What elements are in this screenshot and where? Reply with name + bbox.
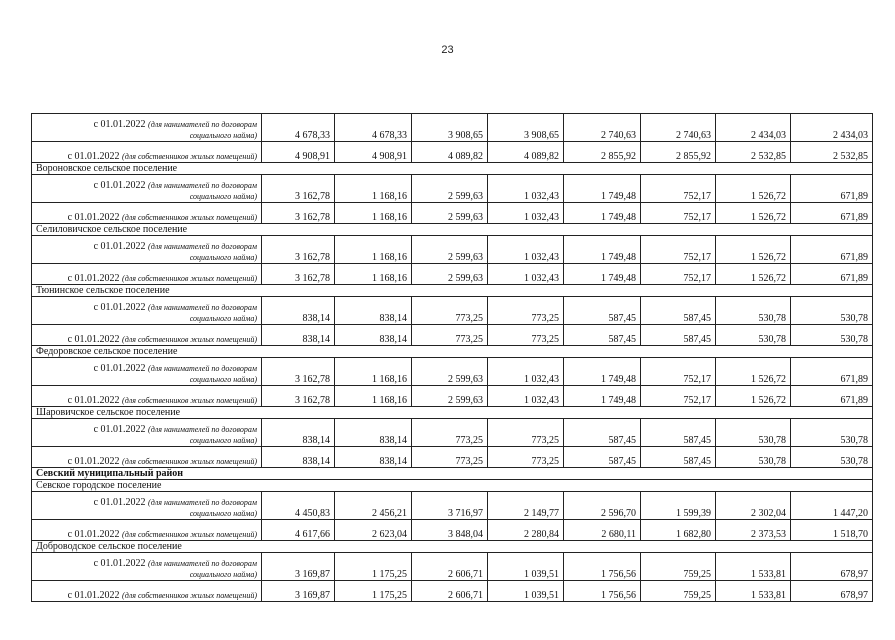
row-label <box>32 447 262 468</box>
row-note: (для собственников жилых помещений) <box>122 591 257 600</box>
value-cell: 2 599,63 <box>412 358 488 386</box>
settlement-heading-row <box>32 407 873 419</box>
table-row <box>32 520 873 541</box>
value-cell: 838,14 <box>335 325 412 346</box>
value-cell: 3 908,65 <box>488 114 564 142</box>
value-cell: 759,25 <box>641 553 716 581</box>
value-cell: 4 617,66 <box>262 520 335 541</box>
row-label <box>32 175 262 203</box>
page-number: 23 <box>441 44 454 56</box>
value-cell: 2 456,21 <box>335 492 412 520</box>
value-cell: 530,78 <box>716 447 791 468</box>
label-line-2 <box>36 191 257 202</box>
value-cell: 3 162,78 <box>262 236 335 264</box>
settlement-heading-row <box>32 541 873 553</box>
value-cell: 1 168,16 <box>335 264 412 285</box>
row-note-cont: социального найма) <box>189 131 257 140</box>
value-cell: 2 599,63 <box>412 175 488 203</box>
row-date: с 01.01.2022 <box>93 180 146 191</box>
value-cell: 1 526,72 <box>716 175 791 203</box>
table-row <box>32 236 873 264</box>
settlement-heading-row <box>32 480 873 492</box>
row-note: (для нанимателей по договорам <box>148 303 257 312</box>
value-cell: 530,78 <box>716 297 791 325</box>
label-line-1 <box>36 424 257 435</box>
tariff-table <box>31 113 873 602</box>
value-cell: 773,25 <box>412 419 488 447</box>
value-cell: 3 162,78 <box>262 386 335 407</box>
value-cell: 3 716,97 <box>412 492 488 520</box>
settlement-heading-row <box>32 224 873 236</box>
label-line-1 <box>36 497 257 508</box>
value-cell: 773,25 <box>412 447 488 468</box>
label-line-1 <box>36 241 257 252</box>
value-cell: 773,25 <box>488 297 564 325</box>
value-cell: 752,17 <box>641 236 716 264</box>
row-note: (для нанимателей по договорам <box>148 120 257 129</box>
value-cell: 2 855,92 <box>641 142 716 163</box>
value-cell: 3 162,78 <box>262 203 335 224</box>
value-cell: 671,89 <box>791 236 873 264</box>
value-cell: 1 749,48 <box>564 175 641 203</box>
table-row <box>32 553 873 581</box>
value-cell: 678,97 <box>791 553 873 581</box>
value-cell: 2 606,71 <box>412 581 488 602</box>
table-row <box>32 447 873 468</box>
settlement-heading: Тюнинское сельское поселение <box>32 285 873 297</box>
table-row <box>32 114 873 142</box>
value-cell: 3 169,87 <box>262 553 335 581</box>
value-cell: 838,14 <box>262 447 335 468</box>
label-line-2 <box>36 252 257 263</box>
value-cell: 4 089,82 <box>488 142 564 163</box>
row-label <box>32 297 262 325</box>
value-cell: 1 175,25 <box>335 581 412 602</box>
row-label <box>32 419 262 447</box>
value-cell: 1 756,56 <box>564 581 641 602</box>
value-cell: 2 434,03 <box>791 114 873 142</box>
row-label <box>32 236 262 264</box>
value-cell: 2 606,71 <box>412 553 488 581</box>
value-cell: 671,89 <box>791 358 873 386</box>
row-date: с 01.01.2022 <box>67 273 120 284</box>
value-cell: 2 532,85 <box>716 142 791 163</box>
row-label <box>32 581 262 602</box>
row-note: (для нанимателей по договорам <box>148 181 257 190</box>
value-cell: 530,78 <box>791 447 873 468</box>
value-cell: 2 434,03 <box>716 114 791 142</box>
row-date: с 01.01.2022 <box>93 497 146 508</box>
value-cell: 4 678,33 <box>262 114 335 142</box>
value-cell: 587,45 <box>564 297 641 325</box>
row-date: с 01.01.2022 <box>93 424 146 435</box>
value-cell: 752,17 <box>641 264 716 285</box>
value-cell: 1 599,39 <box>641 492 716 520</box>
value-cell: 2 680,11 <box>564 520 641 541</box>
value-cell: 1 749,48 <box>564 264 641 285</box>
row-note: (для нанимателей по договорам <box>148 364 257 373</box>
label-line-2 <box>36 374 257 385</box>
value-cell: 530,78 <box>791 297 873 325</box>
label-line-2 <box>36 130 257 141</box>
value-cell: 838,14 <box>335 419 412 447</box>
value-cell: 1 175,25 <box>335 553 412 581</box>
value-cell: 1 749,48 <box>564 386 641 407</box>
value-cell: 678,97 <box>791 581 873 602</box>
settlement-heading: Шаровичское сельское поселение <box>32 407 873 419</box>
value-cell: 1 749,48 <box>564 236 641 264</box>
label-line-1 <box>36 558 257 569</box>
district-heading-row <box>32 468 873 480</box>
row-label <box>32 386 262 407</box>
row-label <box>32 142 262 163</box>
tariff-table-body <box>32 114 873 602</box>
row-note: (для собственников жилых помещений) <box>122 152 257 161</box>
value-cell: 2 740,63 <box>564 114 641 142</box>
label-line-2 <box>36 508 257 519</box>
value-cell: 1 533,81 <box>716 581 791 602</box>
value-cell: 752,17 <box>641 175 716 203</box>
value-cell: 1 749,48 <box>564 358 641 386</box>
table-row <box>32 264 873 285</box>
value-cell: 1 168,16 <box>335 175 412 203</box>
row-note: (для нанимателей по договорам <box>148 425 257 434</box>
value-cell: 1 168,16 <box>335 386 412 407</box>
row-note-cont: социального найма) <box>189 375 257 384</box>
value-cell: 671,89 <box>791 386 873 407</box>
value-cell: 530,78 <box>716 419 791 447</box>
settlement-heading-row <box>32 163 873 175</box>
label-line-1 <box>36 363 257 374</box>
value-cell: 2 740,63 <box>641 114 716 142</box>
row-note-cont: социального найма) <box>189 509 257 518</box>
row-label <box>32 203 262 224</box>
value-cell: 773,25 <box>488 325 564 346</box>
value-cell: 1 749,48 <box>564 203 641 224</box>
value-cell: 1 518,70 <box>791 520 873 541</box>
value-cell: 587,45 <box>564 419 641 447</box>
value-cell: 838,14 <box>262 419 335 447</box>
row-date: с 01.01.2022 <box>67 456 120 467</box>
value-cell: 1 039,51 <box>488 581 564 602</box>
row-note: (для нанимателей по договорам <box>148 498 257 507</box>
value-cell: 587,45 <box>641 297 716 325</box>
row-note: (для собственников жилых помещений) <box>122 213 257 222</box>
value-cell: 4 908,91 <box>335 142 412 163</box>
label-line-2 <box>36 435 257 446</box>
value-cell: 4 678,33 <box>335 114 412 142</box>
value-cell: 1 168,16 <box>335 236 412 264</box>
settlement-heading-row <box>32 285 873 297</box>
value-cell: 587,45 <box>564 325 641 346</box>
value-cell: 4 908,91 <box>262 142 335 163</box>
table-row <box>32 175 873 203</box>
value-cell: 2 599,63 <box>412 203 488 224</box>
row-date: с 01.01.2022 <box>67 590 120 601</box>
value-cell: 2 280,84 <box>488 520 564 541</box>
value-cell: 1 039,51 <box>488 553 564 581</box>
value-cell: 4 089,82 <box>412 142 488 163</box>
value-cell: 1 032,43 <box>488 203 564 224</box>
value-cell: 1 756,56 <box>564 553 641 581</box>
row-note: (для собственников жилых помещений) <box>122 274 257 283</box>
row-date: с 01.01.2022 <box>67 212 120 223</box>
row-date: с 01.01.2022 <box>67 395 120 406</box>
value-cell: 3 908,65 <box>412 114 488 142</box>
value-cell: 1 526,72 <box>716 236 791 264</box>
row-date: с 01.01.2022 <box>67 334 120 345</box>
label-line-1 <box>36 180 257 191</box>
value-cell: 2 596,70 <box>564 492 641 520</box>
value-cell: 1 032,43 <box>488 264 564 285</box>
row-date: с 01.01.2022 <box>93 119 146 130</box>
row-date: с 01.01.2022 <box>93 363 146 374</box>
value-cell: 4 450,83 <box>262 492 335 520</box>
row-label <box>32 520 262 541</box>
value-cell: 1 533,81 <box>716 553 791 581</box>
row-note-cont: социального найма) <box>189 253 257 262</box>
row-label <box>32 358 262 386</box>
value-cell: 752,17 <box>641 386 716 407</box>
value-cell: 752,17 <box>641 203 716 224</box>
value-cell: 838,14 <box>335 447 412 468</box>
table-row <box>32 297 873 325</box>
row-note: (для собственников жилых помещений) <box>122 457 257 466</box>
label-line-2 <box>36 569 257 580</box>
value-cell: 1 168,16 <box>335 203 412 224</box>
value-cell: 2 302,04 <box>716 492 791 520</box>
label-line-1 <box>36 302 257 313</box>
value-cell: 1 526,72 <box>716 264 791 285</box>
table-row <box>32 492 873 520</box>
value-cell: 838,14 <box>262 297 335 325</box>
value-cell: 587,45 <box>641 419 716 447</box>
row-label <box>32 264 262 285</box>
row-note: (для собственников жилых помещений) <box>122 530 257 539</box>
value-cell: 2 373,53 <box>716 520 791 541</box>
settlement-heading: Федоровское сельское поселение <box>32 346 873 358</box>
value-cell: 773,25 <box>412 325 488 346</box>
settlement-heading: Доброводское сельское поселение <box>32 541 873 553</box>
settlement-heading: Севское городское поселение <box>32 480 873 492</box>
value-cell: 530,78 <box>716 325 791 346</box>
row-date: с 01.01.2022 <box>67 151 120 162</box>
row-date: с 01.01.2022 <box>93 558 146 569</box>
value-cell: 773,25 <box>412 297 488 325</box>
row-note: (для нанимателей по договорам <box>148 242 257 251</box>
value-cell: 587,45 <box>641 325 716 346</box>
value-cell: 2 599,63 <box>412 386 488 407</box>
value-cell: 671,89 <box>791 264 873 285</box>
value-cell: 530,78 <box>791 325 873 346</box>
value-cell: 671,89 <box>791 175 873 203</box>
row-label <box>32 325 262 346</box>
row-date: с 01.01.2022 <box>93 302 146 313</box>
value-cell: 773,25 <box>488 447 564 468</box>
row-label <box>32 492 262 520</box>
value-cell: 1 168,16 <box>335 358 412 386</box>
value-cell: 1 682,80 <box>641 520 716 541</box>
row-note: (для собственников жилых помещений) <box>122 396 257 405</box>
value-cell: 587,45 <box>641 447 716 468</box>
value-cell: 1 032,43 <box>488 236 564 264</box>
table-row <box>32 142 873 163</box>
value-cell: 3 169,87 <box>262 581 335 602</box>
row-note: (для собственников жилых помещений) <box>122 335 257 344</box>
value-cell: 838,14 <box>262 325 335 346</box>
value-cell: 2 149,77 <box>488 492 564 520</box>
value-cell: 2 599,63 <box>412 264 488 285</box>
row-label <box>32 553 262 581</box>
value-cell: 1 032,43 <box>488 175 564 203</box>
row-note-cont: социального найма) <box>189 192 257 201</box>
row-note-cont: социального найма) <box>189 570 257 579</box>
table-row <box>32 325 873 346</box>
label-line-2 <box>36 313 257 324</box>
settlement-heading: Селиловичское сельское поселение <box>32 224 873 236</box>
value-cell: 2 599,63 <box>412 236 488 264</box>
value-cell: 530,78 <box>791 419 873 447</box>
value-cell: 759,25 <box>641 581 716 602</box>
table-row <box>32 386 873 407</box>
value-cell: 1 526,72 <box>716 358 791 386</box>
row-note-cont: социального найма) <box>189 314 257 323</box>
value-cell: 3 848,04 <box>412 520 488 541</box>
value-cell: 587,45 <box>564 447 641 468</box>
value-cell: 1 447,20 <box>791 492 873 520</box>
value-cell: 1 032,43 <box>488 358 564 386</box>
value-cell: 773,25 <box>488 419 564 447</box>
value-cell: 3 162,78 <box>262 264 335 285</box>
label-line-1 <box>36 119 257 130</box>
value-cell: 2 855,92 <box>564 142 641 163</box>
row-date: с 01.01.2022 <box>67 529 120 540</box>
value-cell: 2 532,85 <box>791 142 873 163</box>
value-cell: 1 526,72 <box>716 203 791 224</box>
row-date: с 01.01.2022 <box>93 241 146 252</box>
value-cell: 3 162,78 <box>262 358 335 386</box>
value-cell: 838,14 <box>335 297 412 325</box>
table-row <box>32 581 873 602</box>
row-label <box>32 114 262 142</box>
value-cell: 671,89 <box>791 203 873 224</box>
table-row <box>32 203 873 224</box>
settlement-heading: Вороновское сельское поселение <box>32 163 873 175</box>
row-note: (для нанимателей по договорам <box>148 559 257 568</box>
table-row <box>32 358 873 386</box>
row-note-cont: социального найма) <box>189 436 257 445</box>
district-heading: Севский муниципальный район <box>32 468 873 480</box>
value-cell: 2 623,04 <box>335 520 412 541</box>
value-cell: 1 526,72 <box>716 386 791 407</box>
value-cell: 752,17 <box>641 358 716 386</box>
value-cell: 1 032,43 <box>488 386 564 407</box>
value-cell: 3 162,78 <box>262 175 335 203</box>
table-row <box>32 419 873 447</box>
settlement-heading-row <box>32 346 873 358</box>
